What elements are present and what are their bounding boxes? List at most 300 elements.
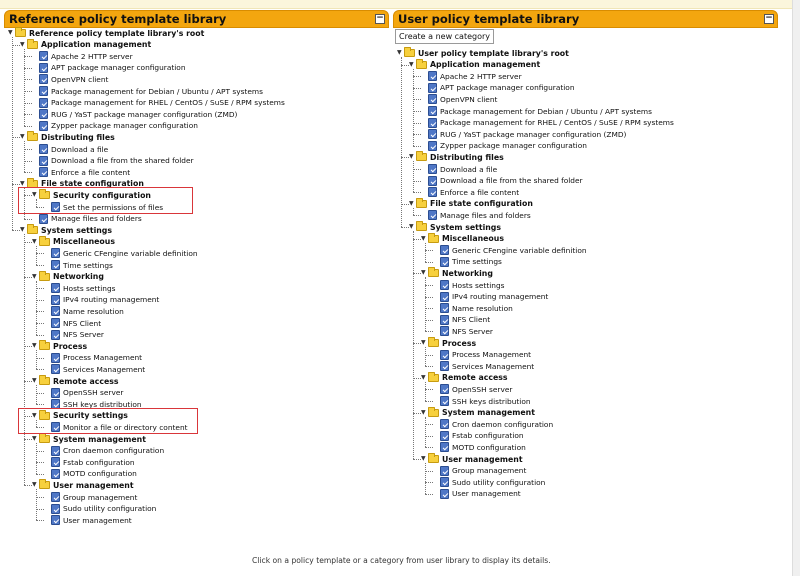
folder-icon [428, 235, 439, 243]
policy-template-icon [428, 94, 437, 104]
tree-connector [24, 79, 32, 80]
expand-arrow-icon[interactable]: ▼ [32, 435, 37, 442]
node-label: Monitor a file or directory content [63, 422, 188, 432]
policy-template-icon [440, 326, 449, 336]
template-node[interactable] [44, 514, 132, 526]
template-node[interactable] [421, 128, 626, 140]
category-node[interactable] [421, 267, 493, 279]
collapse-icon[interactable]: − [765, 13, 773, 23]
tree-connector [36, 323, 44, 324]
node-label: System settings [430, 222, 502, 232]
tree-guide [12, 37, 13, 230]
tree-connector [413, 111, 421, 112]
tree-root[interactable] [397, 47, 569, 59]
template-node[interactable] [44, 387, 123, 399]
category-node[interactable] [32, 479, 134, 491]
user-library-title: User policy template library [398, 12, 580, 26]
tree-connector [413, 378, 421, 379]
template-node[interactable] [44, 363, 145, 375]
node-label: Cron daemon configuration [452, 419, 554, 429]
tree-connector [24, 172, 32, 173]
template-node[interactable] [433, 325, 493, 337]
tree-guide [425, 417, 426, 448]
expand-arrow-icon[interactable]: ▼ [20, 179, 25, 187]
template-node[interactable] [433, 488, 521, 500]
tree-connector [24, 149, 32, 150]
node-label: Apache 2 HTTP server [440, 71, 522, 81]
category-node[interactable] [421, 372, 508, 384]
policy-template-icon [51, 295, 60, 305]
folder-icon [39, 377, 50, 385]
tree-connector [425, 308, 433, 309]
expand-arrow-icon[interactable]: ▼ [8, 29, 13, 36]
node-label: Sudo utility configuration [452, 477, 546, 487]
node-label: Application management [41, 40, 152, 50]
category-node[interactable] [421, 407, 535, 419]
tree-guide [425, 382, 426, 401]
category-node[interactable] [20, 131, 115, 143]
policy-template-icon [440, 466, 449, 476]
node-label: User management [452, 489, 521, 499]
template-node[interactable] [421, 70, 522, 82]
policy-template-icon [39, 63, 48, 73]
node-label: File state configuration [41, 179, 144, 189]
policy-template-icon [51, 260, 60, 270]
tree-connector [24, 381, 32, 382]
template-node[interactable] [44, 491, 137, 503]
tree-connector [24, 114, 32, 115]
expand-arrow-icon[interactable]: ▼ [409, 199, 414, 207]
node-label: Time settings [452, 257, 502, 267]
tree-guide [425, 463, 426, 494]
template-node[interactable] [44, 259, 113, 271]
template-node[interactable] [44, 305, 124, 317]
template-node[interactable] [44, 352, 142, 364]
policy-template-icon [51, 248, 60, 258]
folder-icon [428, 374, 439, 382]
template-node[interactable] [32, 50, 133, 62]
node-label: Package management for RHEL / CentOS / SuSE / RPM systems [440, 118, 674, 128]
template-node[interactable] [32, 62, 186, 74]
node-label: OpenSSH server [63, 388, 124, 398]
node-label: Enforce a file content [51, 167, 131, 177]
expand-arrow-icon[interactable]: ▼ [421, 269, 426, 277]
folder-icon [39, 238, 50, 246]
expand-arrow-icon[interactable]: ▼ [409, 153, 414, 161]
tree-connector [24, 161, 32, 162]
tree-connector [12, 230, 20, 231]
template-node[interactable] [433, 244, 587, 256]
tree-guide [36, 281, 37, 335]
node-label: Distributing files [41, 132, 115, 142]
tree-root[interactable] [8, 27, 204, 39]
folder-icon [404, 49, 415, 57]
template-node[interactable] [421, 117, 674, 129]
tree-connector [24, 346, 32, 347]
policy-template-icon [440, 315, 449, 325]
expand-arrow-icon[interactable]: ▼ [32, 411, 37, 419]
node-label: Package management for Debian / Ubuntu / APT systems [440, 106, 652, 116]
tree-connector [425, 389, 433, 390]
template-node[interactable] [421, 140, 587, 152]
policy-template-icon [51, 306, 60, 316]
node-label: IPv4 routing management [63, 295, 160, 305]
node-label: Remote access [442, 373, 508, 383]
node-label: Process Management [452, 350, 532, 360]
folder-icon [428, 269, 439, 277]
policy-template-icon [440, 419, 449, 429]
node-label: APT package manager configuration [440, 83, 575, 93]
tree-connector [425, 297, 433, 298]
node-label: Package management for RHEL / CentOS / SuSE / RPM systems [51, 98, 285, 108]
reference-library-panel [4, 10, 389, 525]
policy-template-icon [440, 303, 449, 313]
expand-arrow-icon[interactable]: ▼ [421, 408, 426, 416]
template-node[interactable] [32, 166, 130, 178]
folder-icon [428, 409, 439, 417]
node-label: MOTD configuration [63, 469, 137, 479]
collapse-icon[interactable]: − [376, 13, 384, 23]
tree-connector [36, 288, 44, 289]
node-label: Security configuration [53, 190, 151, 200]
user-library-panel [393, 10, 778, 499]
node-label: SSH keys distribution [452, 396, 531, 406]
category-node[interactable] [20, 39, 151, 51]
node-label: Name resolution [63, 306, 124, 316]
template-node[interactable] [433, 465, 526, 477]
folder-icon [416, 61, 427, 69]
node-label: Hosts settings [452, 280, 505, 290]
category-node[interactable] [409, 198, 533, 210]
category-node[interactable] [409, 59, 540, 71]
expand-arrow-icon[interactable]: ▼ [421, 339, 426, 346]
policy-template-icon [428, 106, 437, 116]
policy-template-icon [39, 74, 48, 84]
node-label: System management [442, 408, 535, 418]
policy-template-icon [440, 257, 449, 267]
tree-guide [425, 347, 426, 366]
policy-template-icon [39, 144, 48, 154]
folder-icon [416, 200, 427, 208]
policy-template-icon [51, 457, 60, 467]
policy-template-icon [51, 388, 60, 398]
node-label: Generic CFengine variable definition [63, 248, 198, 258]
template-node[interactable] [433, 395, 531, 407]
node-label: File state configuration [430, 199, 533, 209]
template-node[interactable] [421, 175, 583, 187]
tree-connector [425, 447, 433, 448]
tree-connector [425, 355, 433, 356]
node-label: Cron daemon configuration [63, 446, 165, 456]
policy-template-icon [440, 280, 449, 290]
category-node[interactable] [32, 271, 104, 283]
template-node[interactable] [44, 329, 104, 341]
folder-icon [39, 435, 50, 443]
template-node[interactable] [433, 418, 553, 430]
template-node[interactable] [421, 163, 497, 175]
folder-icon [428, 455, 439, 463]
tree-connector [24, 219, 32, 220]
tree-connector [425, 424, 433, 425]
tree-guide [36, 443, 37, 474]
tree-connector [401, 204, 409, 205]
node-label: Fstab configuration [63, 457, 135, 467]
tree-connector [36, 520, 44, 521]
template-node[interactable] [44, 282, 116, 294]
category-node[interactable] [409, 221, 501, 233]
node-label: MOTD configuration [452, 442, 526, 452]
template-node[interactable] [32, 97, 285, 109]
tree-connector [36, 497, 44, 498]
node-label: Fstab configuration [452, 431, 524, 441]
top-strip [0, 0, 800, 9]
template-node[interactable] [421, 186, 519, 198]
template-node[interactable] [44, 503, 156, 515]
folder-icon [428, 339, 439, 347]
tree-connector [36, 300, 44, 301]
node-label: Sudo utility configuration [63, 504, 157, 514]
node-label: Reference policy template library's root [29, 28, 205, 38]
node-label: RUG / YaST package manager configuration (ZMD) [51, 109, 238, 119]
tree-connector [12, 45, 20, 46]
category-node[interactable] [421, 337, 476, 349]
create-category-button[interactable]: Create a new category [395, 29, 494, 44]
node-label: APT package manager configuration [51, 63, 186, 73]
policy-template-icon [39, 214, 48, 224]
node-label: Group management [63, 492, 138, 502]
template-node[interactable] [433, 430, 524, 442]
template-node[interactable] [433, 441, 526, 453]
tree-guide [24, 49, 25, 126]
node-label: IPv4 routing management [452, 292, 549, 302]
policy-template-icon [51, 446, 60, 456]
policy-template-icon [428, 164, 437, 174]
expand-arrow-icon[interactable]: ▼ [421, 373, 426, 381]
expand-arrow-icon[interactable]: ▼ [20, 133, 25, 141]
tree-connector [425, 262, 433, 263]
category-node[interactable] [32, 236, 115, 248]
node-label: Networking [442, 268, 493, 278]
policy-template-icon [39, 156, 48, 166]
expand-arrow-icon[interactable]: ▼ [421, 455, 426, 462]
expand-arrow-icon[interactable]: ▼ [397, 49, 402, 56]
policy-template-icon [428, 210, 437, 220]
tree-connector [413, 273, 421, 274]
node-label: User management [63, 515, 132, 525]
tree-connector [36, 451, 44, 452]
reference-library-header [4, 10, 389, 28]
tree-connector [401, 227, 409, 228]
node-label: Download a file from the shared folder [440, 176, 583, 186]
node-label: Services Management [63, 364, 146, 374]
node-label: Package management for Debian / Ubuntu / APT systems [51, 86, 263, 96]
tree-connector [413, 123, 421, 124]
tree-connector [413, 169, 421, 170]
node-label: Process [53, 341, 88, 351]
expand-arrow-icon[interactable]: ▼ [32, 272, 37, 280]
node-label: Application management [430, 60, 541, 70]
node-label: Networking [53, 272, 104, 282]
template-node[interactable] [32, 213, 142, 225]
tree-connector [425, 401, 433, 402]
node-label: Set the permissions of files [63, 202, 164, 212]
expand-arrow-icon[interactable]: ▼ [409, 223, 414, 230]
tree-connector [36, 311, 44, 312]
tree-guide [36, 385, 37, 404]
tree-connector [24, 68, 32, 69]
footer-message: Click on a policy template or a category from user library to display its details. [252, 556, 551, 565]
template-node[interactable] [433, 349, 531, 361]
tree-connector [425, 482, 433, 483]
policy-template-icon [39, 167, 48, 177]
template-node[interactable] [44, 445, 164, 457]
policy-template-icon [51, 364, 60, 374]
node-label: Download a file [51, 144, 109, 154]
node-label: Manage files and folders [51, 214, 142, 224]
folder-icon [416, 153, 427, 161]
template-node[interactable] [44, 294, 159, 306]
expand-arrow-icon[interactable]: ▼ [32, 191, 37, 199]
template-node[interactable] [433, 302, 513, 314]
node-label: NFS Server [63, 330, 104, 340]
category-node[interactable] [20, 224, 112, 236]
node-label: Name resolution [452, 303, 513, 313]
node-label: Zypper package manager configuration [51, 121, 198, 131]
node-label: System management [53, 434, 146, 444]
reference-library-title: Reference policy template library [9, 12, 227, 26]
expand-arrow-icon[interactable]: ▼ [20, 226, 25, 234]
template-node[interactable] [44, 468, 137, 480]
policy-template-icon [440, 384, 449, 394]
scrollbar[interactable] [792, 0, 800, 576]
category-node[interactable] [32, 375, 119, 387]
tree-guide [24, 141, 25, 172]
node-label: Download a file from the shared folder [51, 156, 194, 166]
template-node[interactable] [433, 291, 548, 303]
policy-template-icon [440, 245, 449, 255]
tree-connector [24, 56, 32, 57]
folder-icon [39, 342, 50, 350]
tree-connector [24, 485, 32, 486]
tree-guide [425, 277, 426, 331]
template-node[interactable] [433, 383, 512, 395]
folder-icon [27, 133, 38, 141]
expand-arrow-icon[interactable]: ▼ [32, 237, 37, 245]
template-node[interactable] [44, 456, 135, 468]
tree-connector [12, 137, 20, 138]
tree-connector [401, 157, 409, 158]
tree-connector [36, 335, 44, 336]
template-node[interactable] [421, 105, 652, 117]
template-node[interactable] [44, 317, 101, 329]
policy-template-icon [51, 353, 60, 363]
tree-connector [36, 509, 44, 510]
expand-arrow-icon[interactable]: ▼ [32, 481, 37, 489]
node-label: NFS Client [63, 318, 102, 328]
expand-arrow-icon[interactable]: ▼ [20, 40, 25, 48]
template-node[interactable] [32, 73, 108, 85]
expand-arrow-icon[interactable]: ▼ [32, 342, 37, 350]
tree-connector [413, 99, 421, 100]
policy-template-icon [51, 318, 60, 328]
template-node[interactable] [32, 120, 198, 132]
node-label: NFS Client [452, 315, 491, 325]
policy-template-icon [39, 121, 48, 131]
node-label: Process Management [63, 353, 143, 363]
tree-connector [413, 192, 421, 193]
tree-guide [401, 57, 402, 227]
template-node[interactable] [433, 279, 505, 291]
category-node[interactable] [421, 233, 504, 245]
policy-template-icon [51, 492, 60, 502]
template-node[interactable] [421, 93, 497, 105]
tree-connector [24, 277, 32, 278]
tree-guide [36, 246, 37, 265]
policy-template-icon [440, 431, 449, 441]
tree-guide [36, 350, 37, 369]
node-label: Process [442, 338, 477, 348]
node-label: Hosts settings [63, 283, 116, 293]
template-node[interactable] [433, 360, 534, 372]
template-node[interactable] [421, 82, 575, 94]
template-node[interactable] [32, 85, 263, 97]
node-label: Group management [452, 466, 527, 476]
node-label: Zypper package manager configuration [440, 141, 587, 151]
template-node[interactable] [32, 108, 237, 120]
expand-arrow-icon[interactable]: ▼ [421, 234, 426, 242]
tree-connector [425, 436, 433, 437]
category-node[interactable] [32, 340, 87, 352]
node-label: RUG / YaST package manager configuration (ZMD) [440, 129, 627, 139]
node-label: User policy template library's root [418, 48, 569, 58]
policy-template-icon [428, 176, 437, 186]
policy-template-icon [440, 442, 449, 452]
policy-template-icon [428, 141, 437, 151]
template-node[interactable] [433, 476, 545, 488]
template-node[interactable] [433, 256, 502, 268]
tree-guide [36, 489, 37, 520]
template-node[interactable] [44, 247, 198, 259]
policy-template-icon [51, 515, 60, 525]
tree-guide [413, 69, 414, 146]
category-node[interactable] [409, 151, 504, 163]
node-label: System settings [41, 225, 113, 235]
expand-arrow-icon[interactable]: ▼ [409, 60, 414, 68]
tree-connector [425, 285, 433, 286]
template-node[interactable] [32, 155, 194, 167]
tree-guide [24, 234, 25, 485]
policy-template-icon [440, 396, 449, 406]
expand-arrow-icon[interactable]: ▼ [32, 377, 37, 384]
template-node[interactable] [433, 314, 490, 326]
policy-template-icon [39, 109, 48, 119]
policy-template-icon [51, 504, 60, 514]
node-label: Generic CFengine variable definition [452, 245, 587, 255]
category-node[interactable] [421, 453, 523, 465]
tree-connector [425, 494, 433, 495]
node-label: OpenSSH server [452, 384, 513, 394]
tree-connector [413, 413, 421, 414]
folder-icon [15, 29, 26, 37]
policy-template-icon [440, 489, 449, 499]
node-label: Services Management [452, 361, 535, 371]
template-node[interactable] [32, 143, 108, 155]
template-node[interactable] [421, 209, 531, 221]
category-node[interactable] [32, 433, 146, 445]
policy-template-icon [440, 361, 449, 371]
policy-template-icon [440, 292, 449, 302]
tree-guide [413, 231, 414, 459]
